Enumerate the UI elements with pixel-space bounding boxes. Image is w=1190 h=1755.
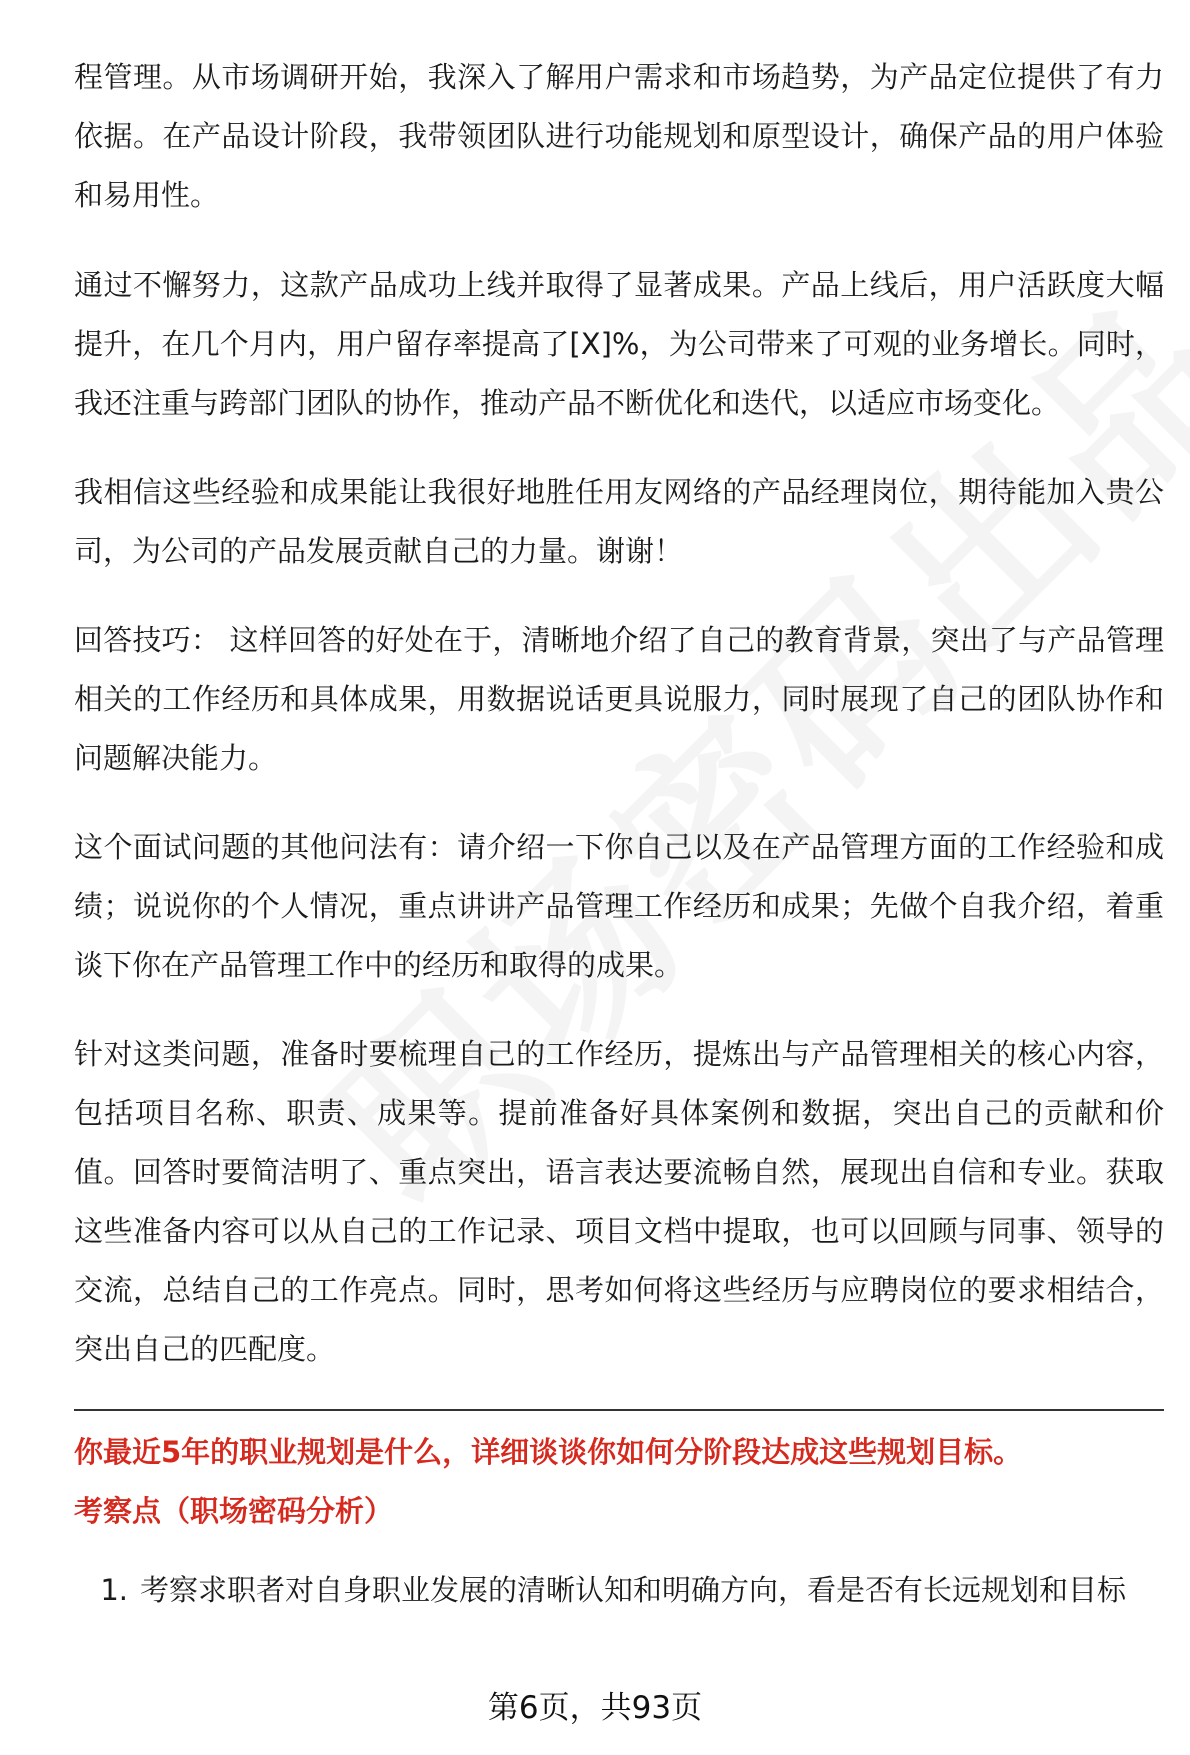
list-item-text: 考察求职者对自身职业发展的清晰认知和明确方向，看是否有长远规划和目标 bbox=[140, 1573, 1127, 1607]
paragraph: 通过不懈努力，这款产品成功上线并取得了显著成果。产品上线后，用户活跃度大幅提升，在几个月内，用户留存率提高了[X]%，为公司带来了可观的业务增长。同时，我还注重与跨部门团队的协作，推动产品不断优化和迭代，以适应市场变化。 bbox=[74, 268, 1164, 420]
list-item-number: 1. bbox=[100, 1573, 128, 1607]
list-item bbox=[74, 1561, 1164, 1620]
page-content bbox=[74, 48, 1164, 1620]
question-heading: 你最近5年的职业规划是什么，详细谈谈你如何分阶段达成这些规划目标。 bbox=[74, 1435, 1023, 1469]
analysis-list bbox=[74, 1561, 1164, 1620]
paragraph: 回答技巧： 这样回答的好处在于，清晰地介绍了自己的教育背景，突出了与产品管理相关的工作经历和具体成果，用数据说话更具说服力，同时展现了自己的团队协作和问题解决能力。 bbox=[74, 623, 1164, 775]
page-number: 第6页，共93页 bbox=[487, 1690, 703, 1726]
paragraph: 这个面试问题的其他问法有：请介绍一下你自己以及在产品管理方面的工作经验和成绩；说说你的个人情况，重点讲讲产品管理工作经历和成果；先做个自我介绍，着重谈下你在产品管理工作中的经历和取得的成果。 bbox=[74, 830, 1164, 982]
paragraph: 程管理。从市场调研开始，我深入了解用户需求和市场趋势，为产品定位提供了有力依据。在产品设计阶段，我带领团队进行功能规划和原型设计，确保产品的用户体验和易用性。 bbox=[74, 60, 1164, 212]
section-title: 考察点（职场密码分析） bbox=[74, 1494, 394, 1528]
paragraph: 针对这类问题，准备时要梳理自己的工作经历，提炼出与产品管理相关的核心内容，包括项目名称、职责、成果等。提前准备好具体案例和数据，突出自己的贡献和价值。回答时要简洁明了、重点突出，语言表达要流畅自然，展现出自信和专业。获取这些准备内容可以从自己的工作记录、项目文档中提取，也可以回顾与同事、领导的交流，总结自己的工作亮点。同时，思考如何将这些经历与应聘岗位的要求相结合，突出自己的匹配度。 bbox=[74, 1037, 1164, 1366]
section-divider bbox=[74, 1409, 1164, 1411]
paragraph: 我相信这些经验和成果能让我很好地胜任用友网络的产品经理岗位，期待能加入贵公司，为公司的产品发展贡献自己的力量。谢谢！ bbox=[74, 475, 1164, 568]
